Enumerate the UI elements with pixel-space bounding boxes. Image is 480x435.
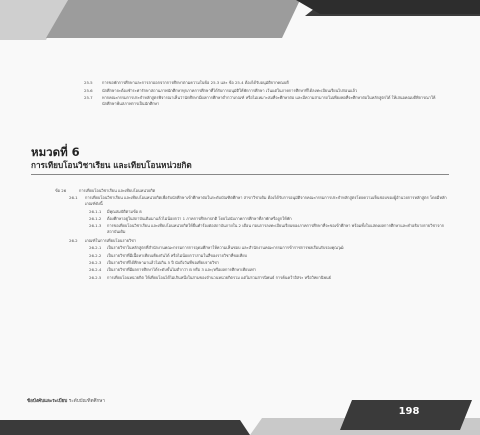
body-row: [55, 216, 453, 222]
item-text: การเทียบโอนวิชาเรียน และเทียบโอนหน่วยกิตเพื่อรับนักศึกษาเข้าศึกษาต่อในระดับบัณฑิตศึกษา สาขาวิชาเดิม ต้องได้รับการอนุมัติจากคณะกรรมการประจำหลักสูตรโดยความเห็นชอบของผู้อำนวยการหลักสูตร โดยมีหลักเกณฑ์ดังนี้: [85, 195, 447, 207]
header-decoration: [0, 0, 480, 42]
body-row: [55, 223, 453, 235]
clause-row: [84, 88, 444, 94]
item-label: 26.2: [69, 238, 78, 244]
chapter-number: หมวดที่ 6: [31, 145, 80, 159]
clause-number: 25.7: [84, 95, 93, 101]
body-row: [55, 275, 453, 281]
item-label: 26.1.3: [89, 223, 102, 229]
item-label: 26.1: [69, 195, 78, 201]
body-row: [55, 260, 453, 266]
chapter-title: การเทียบโอนวิชาเรียน และเทียบโอนหน่วยกิต: [31, 160, 192, 170]
chapter-body: [55, 188, 453, 281]
clause-number: 25.6: [84, 87, 93, 93]
item-text: เป็นรายวิชาที่มีเนื้อหาเทียบเคียงกันได้ หรือไม่น้อยกว่าสามในสี่ของรายวิชาที่ขอเทียบ: [107, 252, 247, 258]
body-row: [55, 195, 453, 207]
body-row: [55, 209, 453, 215]
item-label: 26.1.1: [89, 208, 102, 214]
page-number: 198: [398, 406, 420, 417]
item-label: 26.2.1: [89, 245, 102, 251]
body-row: [55, 238, 453, 244]
item-text: ต้องศึกษาอยู่ในสถาบันเดิมมาแล้วไม่น้อยกว่า 1 ภาคการศึกษาปกติ โดยไม่นับภาคการศึกษาที่ลาพักหรือถูกให้พัก: [107, 215, 292, 221]
item-label: 26.2.2: [89, 252, 102, 258]
item-text: การขอเทียบโอนวิชาเรียน และเทียบโอนหน่วยกิตให้ยื่นคำร้องต่อสถาบันภายใน 2 เดือน ก่อนการลงทะเบียนเรียนของภาคการศึกษาที่จะขอเข้าศึกษา พร้อมทั้งใบแสดงผลการศึกษาและคำอธิบายรายวิชาจากสถาบันเดิม: [107, 223, 445, 235]
body-row: [55, 267, 453, 273]
section-heading: [31, 146, 451, 175]
item-label: 26.2.4: [89, 267, 102, 273]
item-text: การเทียบโอนวิชาเรียน และเทียบโอนหน่วยกิต: [79, 188, 156, 193]
clause-row: [84, 80, 444, 86]
item-label: 26.2.5: [89, 274, 102, 280]
footer-caption-rest: ระดับบัณฑิตศึกษา: [67, 399, 105, 404]
clause-row: [84, 95, 444, 107]
item-text: การเทียบโอนหน่วยกิต ให้เทียบโอนได้ไม่เกินหนึ่งในสามของจำนวนหน่วยกิตรวม แต่ไม่รวมสารนิพนธ์ การค้นคว้าอิสระ หรือวิทยานิพนธ์: [107, 274, 332, 280]
item-label: ข้อ 26: [55, 188, 67, 193]
item-label: 26.2.3: [89, 260, 102, 266]
item-label: 26.1.2: [89, 215, 102, 221]
body-row: [55, 188, 453, 194]
clause-text: หากคณะกรรมการประจำหลักสูตรพิจารณาเห็นว่านักศึกษามีผลการศึกษาต่ำกว่าเกณฑ์ หรือไม่เหมาะสมที่จะศึกษาต่อ และมีความสามารถไม่เพียงพอที่จะศึกษาต่อในหลักสูตรได้ ให้เสนอคณบดีพิจารณาให้นักศึกษาพ้นสภาพการเป็นนักศึกษา: [102, 95, 436, 107]
item-text: มีคุณสมบัติตามข้อ 8: [107, 208, 142, 214]
item-text: เป็นรายวิชาที่ได้ศึกษามาแล้วไม่เกิน 5 ปี นับถึงวันที่ขอเทียบรายวิชา: [107, 260, 219, 266]
top-clauses: [84, 80, 444, 107]
clause-text: การขอพักการศึกษาและการลาออกจากการศึกษาตามความในข้อ 25.3 และ ข้อ 25.4 ต้องได้รับอนุมัติจากคณบดี: [102, 80, 289, 85]
item-text: เกณฑ์ในการเทียบโอนรายวิชา: [85, 238, 137, 244]
heading-underline: [31, 174, 449, 175]
clause-text: นักศึกษาจะต้องชำระค่ารักษาสถานภาพนักศึกษาทุกภาคการศึกษาที่ได้รับการอนุมัติให้พักการศึกษา เว้นแต่ในภาคการศึกษาที่ได้ลงทะเบียนเรียนไปก่อนแล้ว: [102, 87, 358, 93]
item-text: เป็นรายวิชาที่มีผลการศึกษาได้ระดับขั้นไม่ต่ำกว่า B หรือ 3 และ/หรือผลการศึกษาเทียบเท่า: [107, 267, 256, 273]
item-text: เป็นรายวิชาในหลักสูตรที่สำนักงานคณะกรรมการการอุดมศึกษาให้ความเห็นชอบ และสำนักงานคณะกรรมการข้าราชการพลเรือนรับรองคุณวุฒิ: [107, 245, 344, 251]
body-row: [55, 245, 453, 251]
footer-caption: [27, 398, 105, 405]
body-row: [55, 253, 453, 259]
clause-number: 25.5: [84, 80, 93, 85]
footer-caption-bold: ข้อบังคับและระเบียบ: [27, 399, 68, 404]
